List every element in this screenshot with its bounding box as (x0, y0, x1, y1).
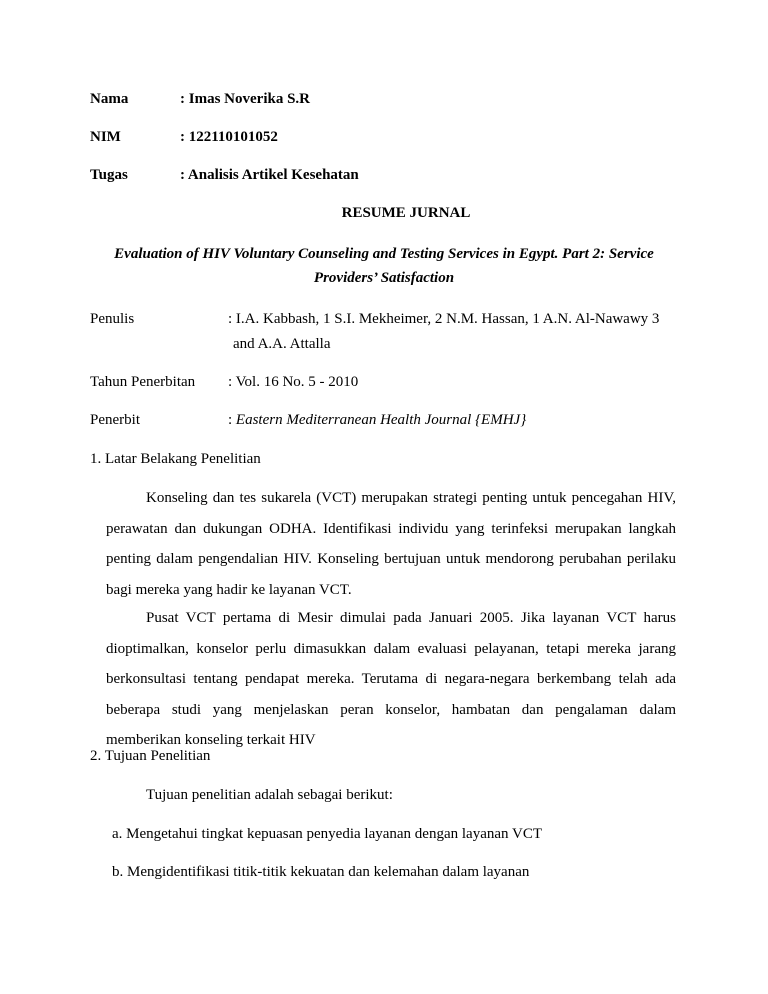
nama-value: : Imas Noverika S.R (180, 91, 310, 107)
penulis-value-line1: : I.A. Kabbash, 1 S.I. Mekheimer, 2 N.M. Hassan, 1 A.N. Al-Nawawy 3 (228, 311, 660, 327)
article-title-line1: Evaluation of HIV Voluntary Counseling and Testing Services in Egypt. Part 2: Service (114, 246, 654, 262)
section-2-heading: 2. Tujuan Penelitian (90, 748, 211, 764)
tugas-value: : Analisis Artikel Kesehatan (180, 167, 359, 183)
tahun-value: : Vol. 16 No. 5 - 2010 (228, 374, 359, 390)
list-item: a. Mengetahui tingkat kepuasan penyedia layanan dengan layanan VCT (112, 826, 542, 842)
nim-label: NIM (90, 129, 121, 145)
nim-value: : 122110101052 (180, 129, 278, 145)
penerbit-label: Penerbit (90, 412, 140, 428)
list-item: b. Mengidentifikasi titik-titik kekuatan dan kelemahan dalam layanan (112, 864, 530, 880)
section-1-paragraph-2-text: Pusat VCT pertama di Mesir dimulai pada Januari 2005. Jika layanan VCT harus dioptimalkan, konselor perlu dimasukkan dalam evaluasi pelayanan, tetapi mereka jarang berkonsultasi tentang pendapat mereka. Terutama di negara-negara berkembang telah ada beberapa studi yang menjelaskan peran konselor, hambatan dan pengalaman dalam memberikan konseling terkait HIV (106, 610, 676, 748)
tahun-label: Tahun Penerbitan (90, 374, 196, 390)
section-1-paragraph-2 (106, 603, 676, 756)
penulis-value-line2: and A.A. Attalla (233, 336, 331, 352)
penerbit-value (228, 412, 526, 429)
article-title-line2: Providers’ Satisfaction (313, 270, 455, 286)
section-2-intro: Tujuan penelitian adalah sebagai berikut: (146, 787, 393, 803)
page-title: RESUME JURNAL (341, 205, 471, 221)
penerbit-journal: Eastern Mediterranean Health Journal {EMHJ} (235, 412, 527, 428)
penerbit-colon: : (228, 412, 236, 428)
nama-label: Nama (90, 91, 129, 107)
section-1-paragraph-1-text: Konseling dan tes sukarela (VCT) merupakan strategi penting untuk pencegahan HIV, perawatan dan dukungan ODHA. Identifikasi individu yang terinfeksi merupakan langkah penting dalam pengendalian HIV. Konseling bertujuan untuk mendorong perubahan perilaku bagi mereka yang hadir ke layanan VCT. (106, 490, 676, 598)
tugas-label: Tugas (90, 167, 128, 183)
section-1-heading: 1. Latar Belakang Penelitian (90, 451, 261, 467)
penulis-label: Penulis (90, 311, 135, 327)
section-1-paragraph-1 (106, 483, 676, 605)
